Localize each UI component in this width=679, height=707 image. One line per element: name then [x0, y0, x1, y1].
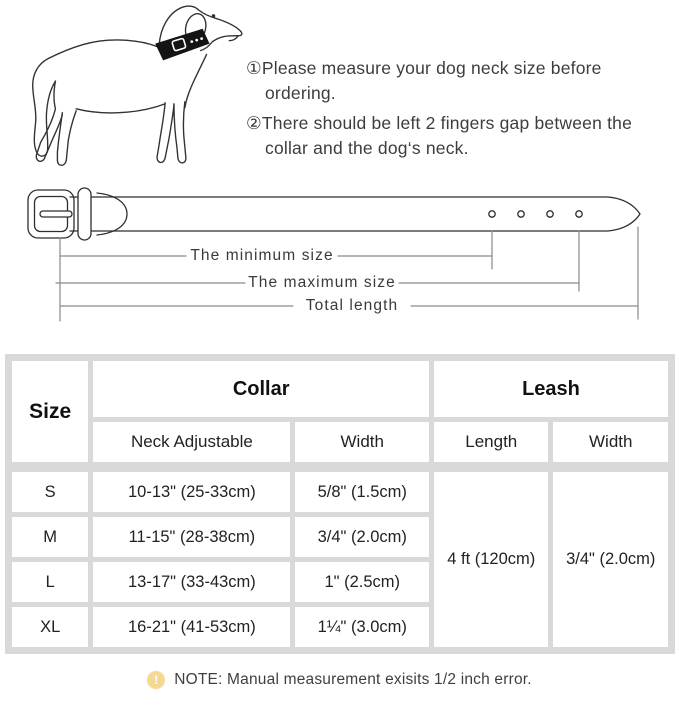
neck-cell: 13-17" (33-43cm) [93, 562, 290, 602]
dog-collar-band [155, 29, 209, 61]
collar-measurement-diagram [0, 183, 679, 335]
size-column-header: Size [12, 361, 88, 462]
dog-collar-stud [195, 39, 198, 42]
collar-width-cell: 3/4" (2.0cm) [295, 517, 429, 557]
collar-keeper-loop [78, 188, 91, 240]
maximum-size-label: The maximum size [248, 274, 396, 292]
dog-line-drawing-svg [10, 2, 252, 182]
size-table [5, 354, 675, 654]
dog-back-line [49, 40, 158, 58]
neck-adjustable-header: Neck Adjustable [93, 422, 290, 462]
leash-width-header: Width [553, 422, 668, 462]
instruction-2-text: There should be left 2 fingers gap between the collar and the dog‘s neck. [261, 113, 633, 158]
collar-hole [547, 211, 553, 217]
leash-length-cell: 4 ft (120cm) [434, 472, 548, 647]
neck-cell: 10-13" (25-33cm) [93, 472, 290, 512]
leash-width-cell: 3/4" (2.0cm) [553, 472, 668, 647]
dog-eye [212, 14, 216, 18]
collar-hole [518, 211, 524, 217]
table-row-s [12, 472, 668, 512]
dog-collar-stud [200, 37, 203, 40]
collar-diagram-svg [0, 183, 679, 335]
size-cell: L [12, 562, 88, 602]
collar-strap [70, 197, 640, 231]
collar-group-header: Collar [93, 361, 429, 417]
note-text: NOTE: Manual measurement exisits 1/2 inch error. [174, 671, 532, 688]
collar-hole [576, 211, 582, 217]
collar-width-header: Width [295, 422, 429, 462]
collar-d-ring [97, 193, 127, 235]
dog-front-leg-far [157, 103, 174, 163]
dog-chest-line [185, 54, 207, 107]
dog-collar-stud [190, 40, 193, 43]
collar-hole [489, 211, 495, 217]
note [0, 671, 679, 689]
size-table-header [7, 356, 673, 467]
instruction-1 [246, 56, 676, 106]
neck-cell: 11-15" (28-38cm) [93, 517, 290, 557]
dog-rear-leg-near [57, 111, 76, 166]
dog-illustration [10, 2, 252, 182]
size-table-body [7, 467, 673, 652]
measuring-instructions [246, 56, 676, 166]
collar-buckle-prong [40, 211, 72, 217]
collar-width-cell: 5/8" (1.5cm) [295, 472, 429, 512]
leash-length-header: Length [434, 422, 548, 462]
instruction-1-number: ① [246, 58, 262, 78]
instruction-2-number: ② [246, 113, 262, 133]
total-length-label: Total length [305, 297, 399, 315]
size-cell: S [12, 472, 88, 512]
dog-front-leg-near [174, 102, 186, 163]
exclamation-icon: ! [147, 671, 165, 689]
leash-group-header: Leash [434, 361, 668, 417]
collar-width-cell: 1¼" (3.0cm) [295, 607, 429, 647]
minimum-size-label: The minimum size [190, 247, 334, 265]
collar-width-cell: 1" (2.5cm) [295, 562, 429, 602]
instruction-2 [246, 111, 676, 161]
dog-belly-line [76, 104, 165, 113]
instruction-1-text: Please measure your dog neck size before ordering. [261, 58, 602, 103]
size-cell: XL [12, 607, 88, 647]
size-cell: M [12, 517, 88, 557]
neck-cell: 16-21" (41-53cm) [93, 607, 290, 647]
